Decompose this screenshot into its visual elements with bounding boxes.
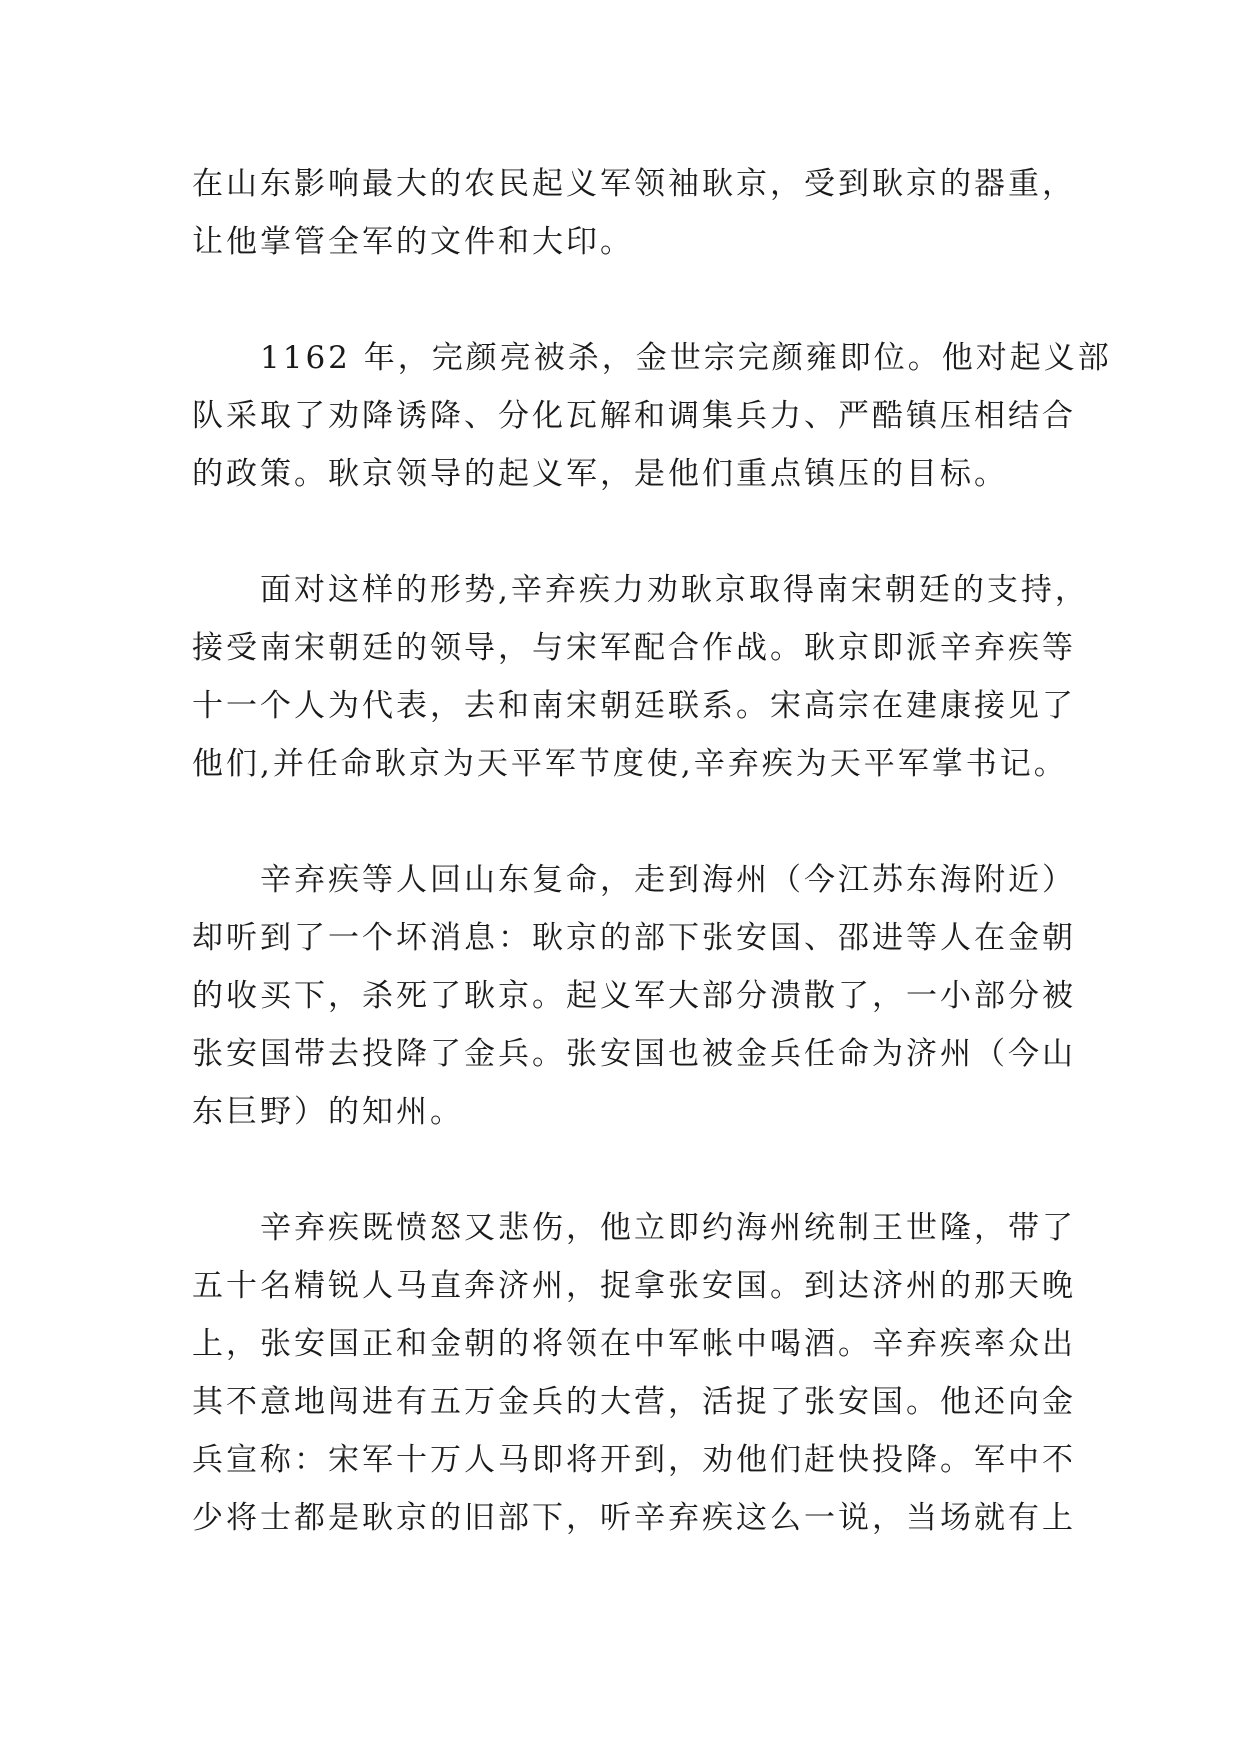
text-line: 让他掌管全军的文件和大印。	[192, 224, 634, 260]
text-line: 十一个人为代表，去和南宋朝廷联系。宋高宗在建康接见了	[192, 688, 1076, 724]
text-line: 东巨野）的知州。	[192, 1094, 464, 1130]
paragraph-4	[192, 851, 1076, 1141]
text-line: 接受南宋朝廷的领导，与宋军配合作战。耿京即派辛弃疾等	[192, 630, 1076, 666]
text-line: 队采取了劝降诱降、分化瓦解和调集兵力、严酷镇压相结合	[192, 398, 1076, 434]
text-line: 兵宣称：宋军十万人马即将开到，劝他们赶快投降。军中不	[192, 1442, 1076, 1478]
text-line: 其不意地闯进有五万金兵的大营，活捉了张安国。他还向金	[192, 1384, 1076, 1420]
paragraph-3	[192, 561, 1089, 793]
text-line: 的政策。耿京领导的起义军，是他们重点镇压的目标。	[192, 456, 1008, 492]
text-line: 面对这样的形势,辛弃疾力劝耿京取得南宋朝廷的支持，	[260, 572, 1089, 608]
text-line: 辛弃疾等人回山东复命，走到海州（今江苏东海附近）	[260, 862, 1076, 898]
text-line: 五十名精锐人马直奔济州，捉拿张安国。到达济州的那天晚	[192, 1268, 1076, 1304]
text-line: 的收买下，杀死了耿京。起义军大部分溃散了，一小部分被	[192, 978, 1076, 1014]
text-line: 少将士都是耿京的旧部下，听辛弃疾这么一说，当场就有上	[192, 1500, 1076, 1536]
paragraph-2	[192, 329, 1112, 503]
document-body	[192, 155, 1112, 1605]
text-line: 1162 年，完颜亮被杀，金世宗完颜雍即位。他对起义部	[260, 340, 1112, 376]
paragraph-1	[192, 155, 1076, 271]
text-line: 辛弃疾既愤怒又悲伤，他立即约海州统制王世隆，带了	[260, 1210, 1076, 1246]
text-line: 在山东影响最大的农民起义军领袖耿京，受到耿京的器重，	[192, 166, 1076, 202]
text-line: 他们,并任命耿京为天平军节度使,辛弃疾为天平军掌书记。	[192, 746, 1068, 782]
text-line: 张安国带去投降了金兵。张安国也被金兵任命为济州（今山	[192, 1036, 1076, 1072]
text-line: 却听到了一个坏消息：耿京的部下张安国、邵进等人在金朝	[192, 920, 1076, 956]
paragraph-5	[192, 1199, 1076, 1547]
text-line: 上，张安国正和金朝的将领在中军帐中喝酒。辛弃疾率众出	[192, 1326, 1076, 1362]
